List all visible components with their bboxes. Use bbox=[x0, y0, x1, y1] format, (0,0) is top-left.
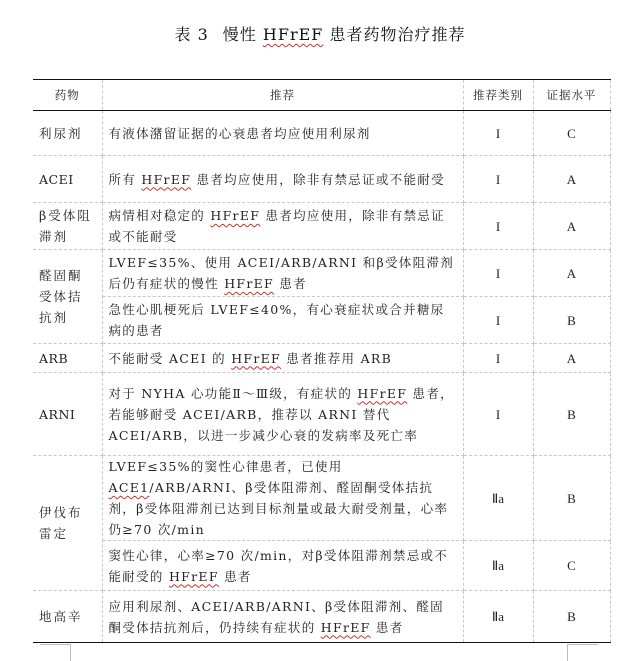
recommendation-cell bbox=[102, 373, 463, 456]
text-part: 患者 bbox=[370, 619, 404, 635]
recommendation-cell bbox=[102, 344, 463, 373]
spellcheck-term: HFrEF bbox=[231, 350, 282, 366]
spellcheck-term: HFrEF bbox=[168, 568, 219, 584]
spellcheck-term: HFrEF bbox=[224, 276, 275, 291]
header-drug: 药物 bbox=[33, 80, 102, 111]
drug-cell: ARB bbox=[33, 344, 102, 373]
text-part: 患者，若能够耐受 ACEI/ARB，推荐以 ARNI 替代 ACEI/ARB，以进一步减少心衰的发病率及死亡率 bbox=[108, 385, 454, 443]
spellcheck-term: HFrEF bbox=[357, 385, 408, 401]
header-row bbox=[33, 80, 610, 111]
level-cell: B bbox=[533, 456, 610, 541]
text-part: 不能耐受 ACEI 的 bbox=[108, 350, 232, 366]
table-row bbox=[33, 344, 610, 373]
recommendation-table bbox=[33, 79, 611, 643]
class-cell: I bbox=[463, 344, 533, 373]
class-cell: I bbox=[463, 250, 533, 297]
table-number: 表 3 bbox=[174, 25, 209, 44]
table-caption bbox=[0, 22, 640, 45]
class-cell: I bbox=[463, 297, 533, 344]
spellcheck-term: HFrEF bbox=[141, 171, 192, 187]
caption-suffix: 患者药物治疗推荐 bbox=[323, 25, 466, 44]
recommendation-cell bbox=[102, 591, 463, 643]
level-cell: B bbox=[533, 591, 610, 643]
text-part: 应用利尿剂、ACEI/ARB/ARNI、β受体阻滞剂、醛固酮受体拮抗剂后，仍持续有症状的 bbox=[108, 598, 444, 635]
table-row bbox=[33, 541, 610, 591]
recommendation-cell bbox=[102, 203, 463, 250]
text-part: 患者 bbox=[274, 276, 307, 291]
class-cell: I bbox=[463, 373, 533, 456]
text-part: 患者均应使用，除非有禁忌证或不能耐受 bbox=[191, 171, 445, 187]
class-cell: Ⅱa bbox=[463, 456, 533, 541]
table-row bbox=[33, 250, 610, 297]
recommendation-cell bbox=[102, 156, 463, 203]
table-row bbox=[33, 297, 610, 344]
class-cell: I bbox=[463, 156, 533, 203]
recommendation-cell bbox=[102, 250, 463, 297]
text-part: /ARB/ARNI、β受体阻滞剂、醛固酮受体拮抗剂，β受体阻滞剂已达到目标剂量或最大耐受剂量，心率仍≥70 次/min bbox=[108, 480, 449, 537]
text-part: 患者 bbox=[218, 568, 252, 584]
drug-cell: ACEI bbox=[33, 156, 102, 203]
drug-cell: β受体阻滞剂 bbox=[33, 203, 102, 250]
spellcheck-term: HFrEF bbox=[320, 619, 371, 635]
level-cell: A bbox=[533, 250, 610, 297]
level-cell: A bbox=[533, 344, 610, 373]
class-cell: Ⅱa bbox=[463, 541, 533, 591]
level-cell: C bbox=[533, 541, 610, 591]
spellcheck-term: HFrEF bbox=[262, 25, 324, 44]
recommendation-cell: 急性心肌梗死后 LVEF≤40%，有心衰症状或合并糖尿病的患者 bbox=[102, 297, 463, 344]
table-row bbox=[33, 456, 610, 541]
text-part: 所有 bbox=[108, 171, 142, 187]
drug-cell: 地高辛 bbox=[33, 591, 102, 643]
drug-cell: 伊伐布雷定 bbox=[33, 456, 102, 591]
caption-prefix: 慢性 bbox=[222, 25, 263, 44]
level-cell: A bbox=[533, 156, 610, 203]
table-row bbox=[33, 111, 610, 156]
drug-cell: ARNI bbox=[33, 373, 102, 456]
header-recommendation: 推荐 bbox=[102, 80, 463, 111]
level-cell: C bbox=[533, 111, 610, 156]
recommendation-cell bbox=[102, 456, 463, 541]
level-cell: B bbox=[533, 297, 610, 344]
text-part: 窦性心律，心率≥70 次/min，对β受体阻滞剂禁忌或不能耐受的 bbox=[108, 547, 449, 584]
recommendation-cell: 有液体潴留证据的心衰患者均应使用利尿剂 bbox=[102, 111, 463, 156]
header-class: 推荐类别 bbox=[463, 80, 533, 111]
page-corner-mark-left bbox=[40, 644, 71, 661]
table-row bbox=[33, 156, 610, 203]
page-corner-mark-right bbox=[567, 644, 598, 661]
level-cell: B bbox=[533, 373, 610, 456]
drug-cell: 醛固酮受体拮抗剂 bbox=[33, 250, 102, 344]
class-cell: I bbox=[463, 203, 533, 250]
spellcheck-term: HFrEF bbox=[210, 208, 261, 223]
table-row bbox=[33, 591, 610, 643]
spellcheck-term: ACE1 bbox=[108, 480, 150, 495]
class-cell: I bbox=[463, 111, 533, 156]
text-part: 病情相对稳定的 bbox=[108, 208, 211, 223]
recommendation-cell bbox=[102, 541, 463, 591]
drug-cell: 利尿剂 bbox=[33, 111, 102, 156]
text-part: LVEF≤35%的窦性心律患者，已使用 bbox=[108, 459, 343, 474]
text-part: 患者推荐用 ARB bbox=[281, 350, 393, 366]
header-evidence-level: 证据水平 bbox=[533, 80, 610, 111]
table-row bbox=[33, 203, 610, 250]
level-cell: A bbox=[533, 203, 610, 250]
text-part: LVEF≤35%、使用 ACEI/ARB/ARNI 和β受体阻滞剂后仍有症状的慢性 bbox=[108, 255, 454, 291]
text-part: 对于 NYHA 心功能Ⅱ～Ⅲ级，有症状的 bbox=[108, 385, 358, 401]
class-cell: Ⅱa bbox=[463, 591, 533, 643]
table-row bbox=[33, 373, 610, 456]
text-part: 患者均应使用，除非有禁忌证或不能耐受 bbox=[108, 208, 445, 244]
